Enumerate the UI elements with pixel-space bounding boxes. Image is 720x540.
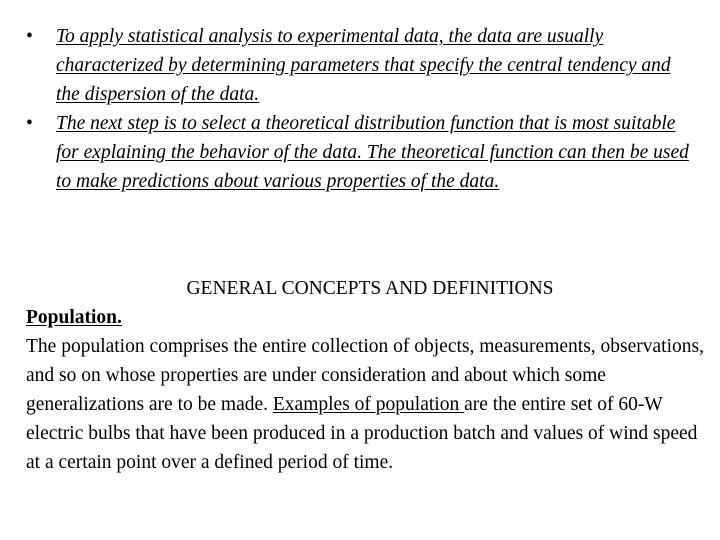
definition-paragraph [26, 332, 706, 477]
section-heading: GENERAL CONCEPTS AND DEFINITIONS [186, 278, 554, 299]
bullet-item [26, 109, 698, 196]
bullet-text: The next step is to select a theoretical distribution function that is most suitable for explaining the behavior of the data. The theoretical function can then be used to make predictions about various properties of the data. [56, 113, 689, 192]
bullet-marker: • [26, 113, 33, 134]
examples-text: are the entire set of 60-W electric bulbs that have been produced in a production batch and values of wind speed at a certain point over a defined period of time. [26, 394, 698, 473]
bullet-marker: • [26, 26, 33, 47]
examples-label: Examples of population [272, 394, 465, 415]
definitions-section [26, 274, 706, 477]
term-population: Population. [26, 307, 122, 328]
bullet-text: To apply statistical analysis to experimental data, the data are usually characterized by determining parameters that specify the central tendency and the dispersion of the data. [56, 26, 671, 105]
definition-text: The population comprises the entire collection of objects, measurements, observations, and so on whose properties are under consideration and about which some generalizations are to be made. [26, 336, 704, 415]
bullet-list [26, 22, 698, 196]
bullet-item [26, 22, 698, 109]
